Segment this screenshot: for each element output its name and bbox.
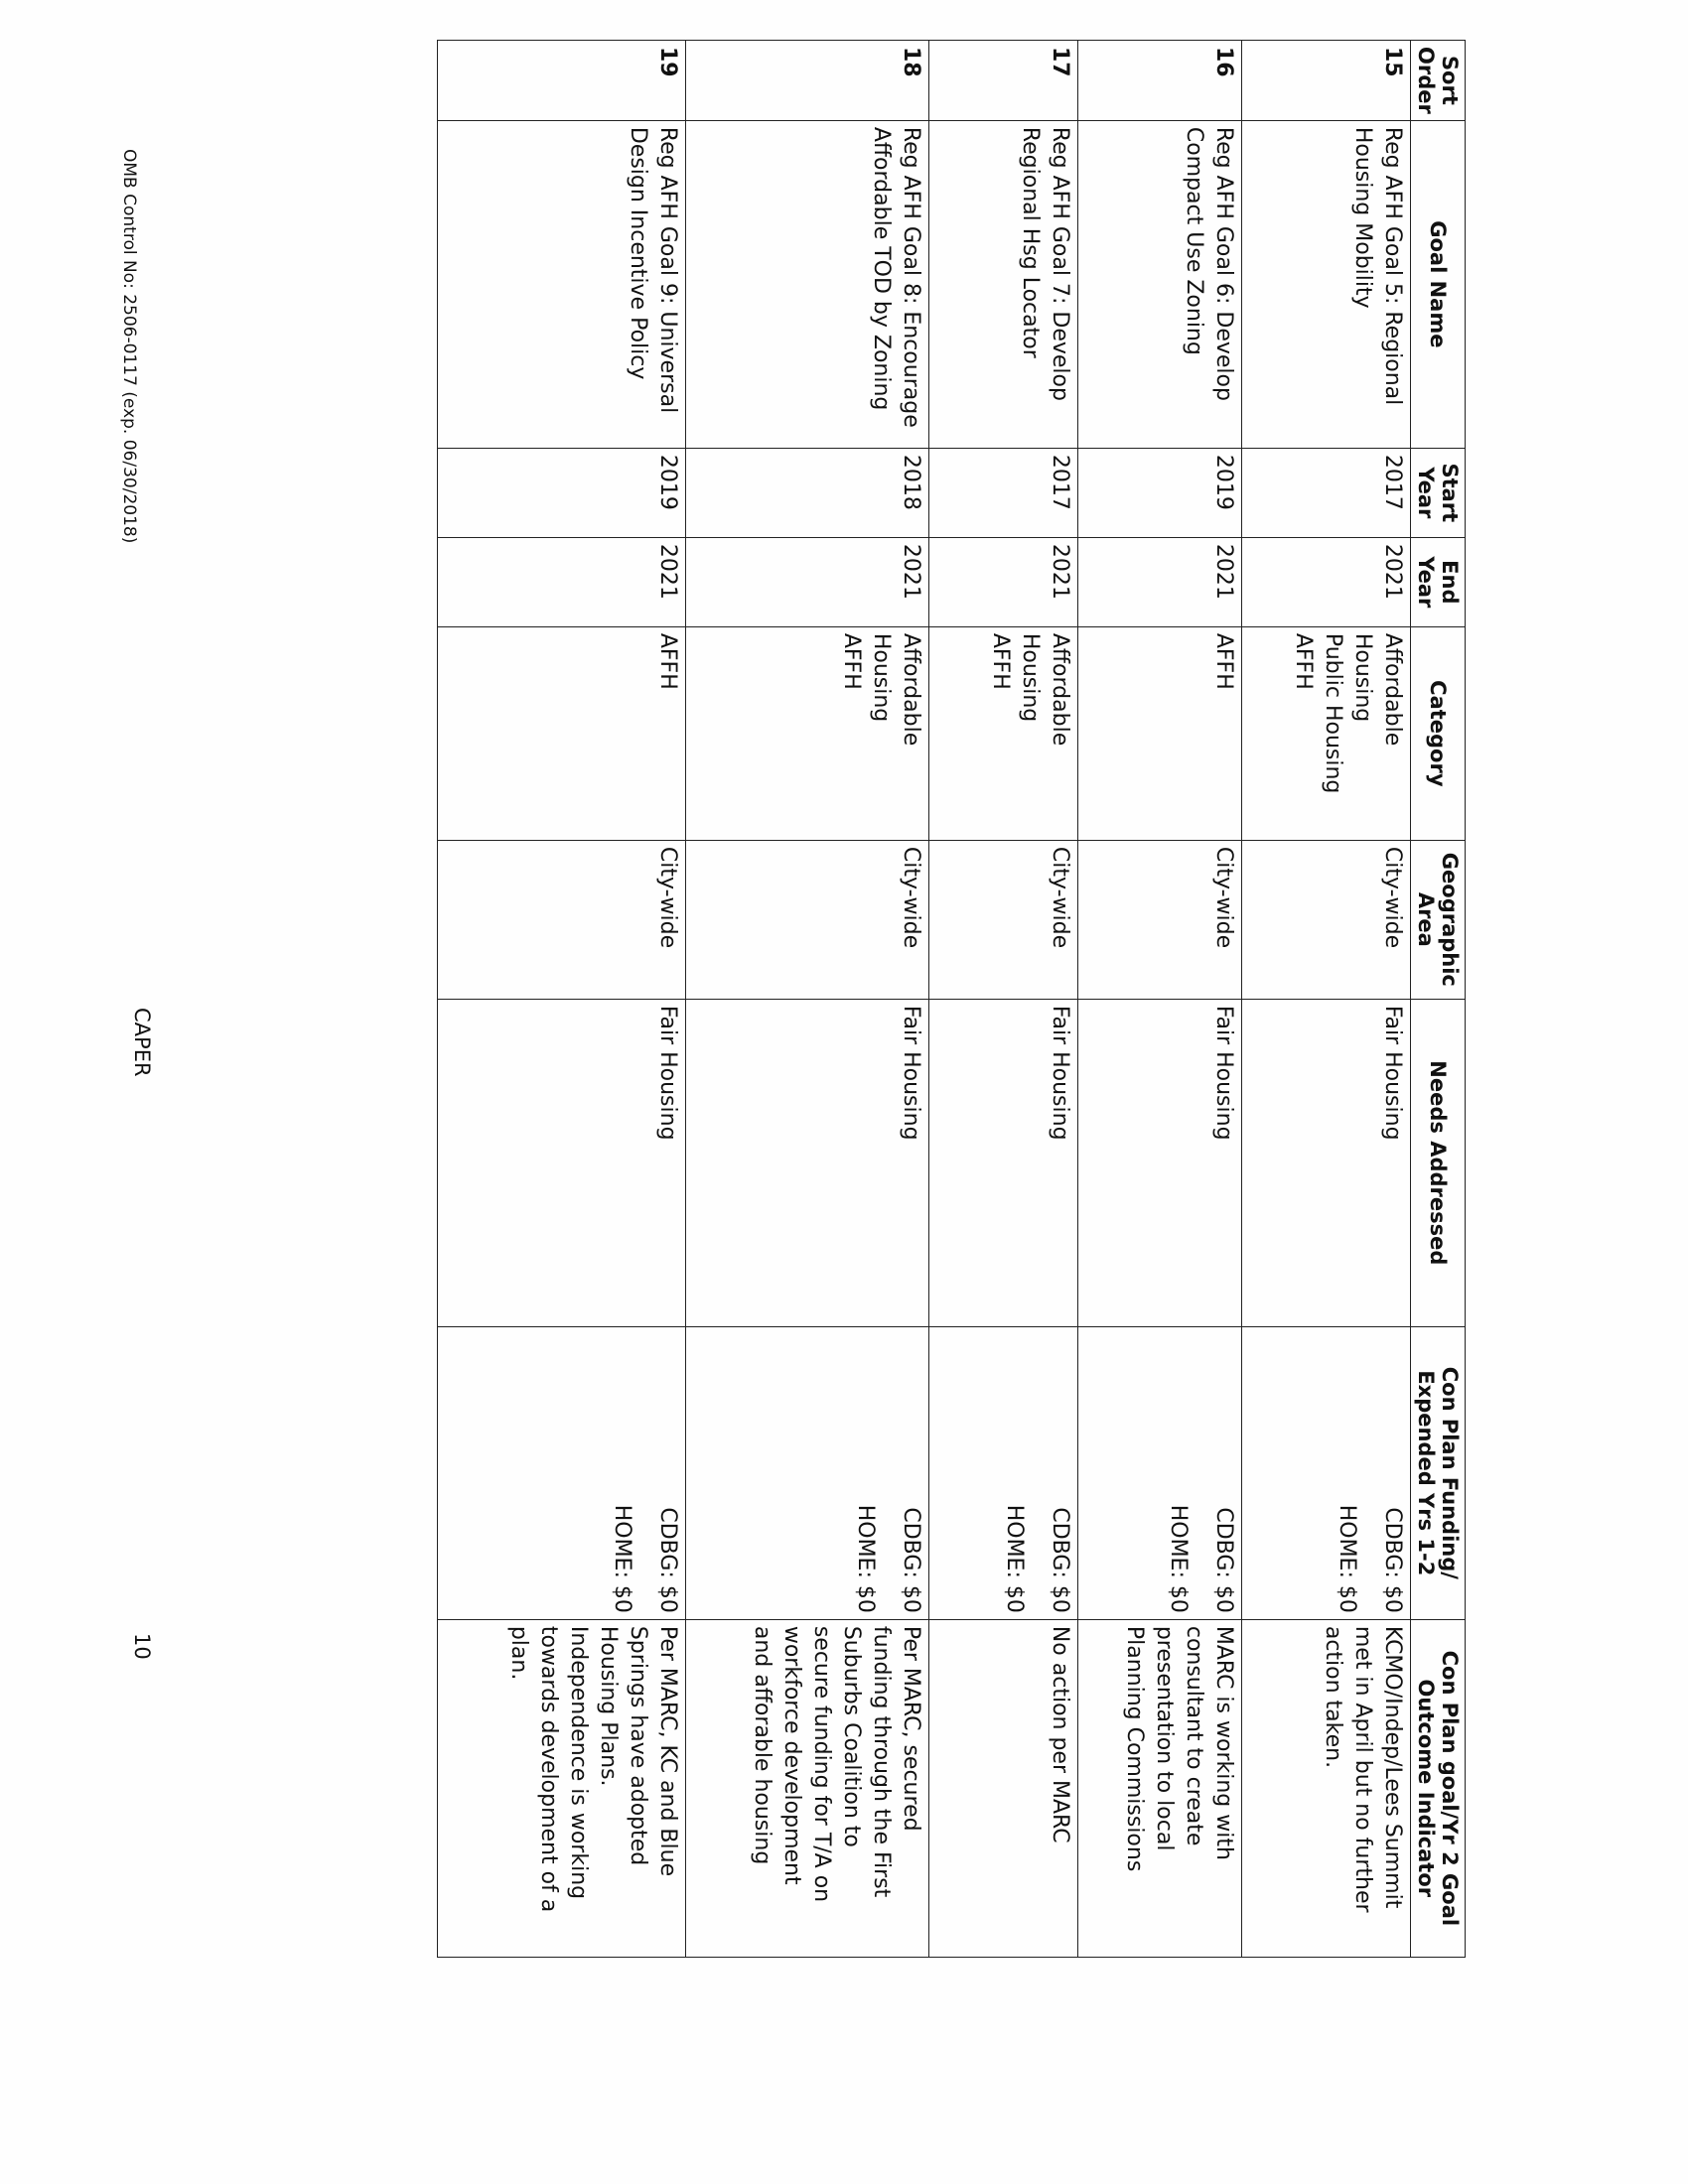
category-line: Housing — [868, 632, 894, 723]
category-line: Affordable — [1379, 632, 1405, 747]
outcome-line: funding through the First — [868, 1625, 894, 1898]
cell-funding — [685, 1326, 928, 1619]
table-row — [928, 41, 1077, 1958]
cell-geographic-area: City-wide — [928, 840, 1077, 999]
cell-end-year: 2021 — [1241, 537, 1410, 626]
category-line: AFFH — [987, 632, 1013, 690]
cell-geographic-area: City-wide — [685, 840, 928, 999]
cell-needs-addressed: Fair Housing — [437, 999, 685, 1326]
outcome-line: consultant to create — [1181, 1625, 1206, 1846]
outcome-line: Independence is working — [566, 1625, 591, 1900]
cell-start-year: 2019 — [1077, 448, 1241, 537]
funding-line: CDBG: $0 — [1379, 1507, 1405, 1613]
outcome-line: presentation to local — [1151, 1625, 1177, 1851]
table-header-row — [1410, 41, 1465, 1958]
cell-end-year: 2021 — [928, 537, 1077, 626]
header-end-year: End Year — [1410, 537, 1465, 626]
cell-sort-order: 15 — [1241, 41, 1410, 121]
category-line: AFFH — [1291, 632, 1316, 690]
outcome-line: workforce development — [779, 1625, 805, 1885]
category-line: Housing — [1017, 632, 1043, 723]
cell-needs-addressed: Fair Housing — [1077, 999, 1241, 1326]
footer-caper-label: CAPER — [130, 1008, 154, 1077]
table-row — [685, 41, 928, 1958]
outcome-line: Per MARC, secured — [898, 1625, 923, 1832]
funding-line: HOME: $0 — [1001, 1504, 1027, 1613]
cell-sort-order: 17 — [928, 41, 1077, 121]
funding-line: CDBG: $0 — [1047, 1507, 1072, 1613]
cell-outcome — [685, 1619, 928, 1957]
header-sort-order: Sort Order — [1410, 41, 1465, 121]
cell-end-year: 2021 — [437, 537, 685, 626]
page-number: 10 — [130, 1633, 154, 1660]
cell-goal-name: Reg AFH Goal 6: Develop Compact Use Zoning — [1077, 120, 1241, 448]
cell-category — [685, 626, 928, 840]
cell-funding — [1241, 1326, 1410, 1619]
cell-needs-addressed: Fair Housing — [928, 999, 1077, 1326]
cell-category — [1077, 626, 1241, 840]
cell-geographic-area: City-wide — [437, 840, 685, 999]
cell-category — [928, 626, 1077, 840]
outcome-line: plan. — [506, 1625, 532, 1681]
cell-funding — [1077, 1326, 1241, 1619]
cell-outcome — [928, 1619, 1077, 1957]
header-funding: Con Plan Funding/ Expended Yrs 1-2 — [1410, 1326, 1465, 1619]
cell-start-year: 2017 — [928, 448, 1077, 537]
cell-geographic-area: City-wide — [1077, 840, 1241, 999]
goals-table — [437, 40, 1466, 1958]
cell-start-year: 2017 — [1241, 448, 1410, 537]
funding-line: CDBG: $0 — [654, 1507, 680, 1613]
cell-outcome — [437, 1619, 685, 1957]
cell-funding — [928, 1326, 1077, 1619]
funding-line: HOME: $0 — [1165, 1504, 1191, 1613]
funding-line: HOME: $0 — [1334, 1504, 1359, 1613]
category-line: AFFH — [838, 632, 864, 690]
cell-geographic-area: City-wide — [1241, 840, 1410, 999]
cell-start-year: 2018 — [685, 448, 928, 537]
cell-sort-order: 19 — [437, 41, 685, 121]
header-needs-addressed: Needs Addressed — [1410, 999, 1465, 1326]
category-line: Affordable — [1047, 632, 1072, 747]
table-row — [437, 41, 685, 1958]
category-line: Housing — [1349, 632, 1375, 723]
cell-goal-name: Reg AFH Goal 9: Universal Design Incentive Policy — [437, 120, 685, 448]
outcome-line: KCMO/Indep/Lees Summit — [1379, 1625, 1405, 1909]
table-row — [1241, 41, 1410, 1958]
table-row — [1077, 41, 1241, 1958]
cell-outcome — [1077, 1619, 1241, 1957]
category-line: AFFH — [1210, 632, 1236, 690]
table-body — [437, 41, 1410, 1958]
funding-line: HOME: $0 — [852, 1504, 878, 1613]
funding-line: CDBG: $0 — [898, 1507, 923, 1613]
cell-start-year: 2019 — [437, 448, 685, 537]
cell-goal-name: Reg AFH Goal 8: Encourage Affordable TOD by Zoning — [685, 120, 928, 448]
outcome-line: Springs have adopted — [625, 1625, 650, 1866]
cell-category — [437, 626, 685, 840]
header-category: Category — [1410, 626, 1465, 840]
header-start-year: Start Year — [1410, 448, 1465, 537]
outcome-line: secure funding for T/A on — [809, 1625, 834, 1903]
outcome-line: Suburbs Coalition to — [838, 1625, 864, 1847]
header-outcome: Con Plan goal/Yr 2 Goal Outcome Indicator — [1410, 1619, 1465, 1957]
category-line: Affordable — [898, 632, 923, 747]
cell-funding — [437, 1326, 685, 1619]
category-line: AFFH — [654, 632, 680, 690]
outcome-line: towards development of a — [536, 1625, 562, 1913]
outcome-line: No action per MARC — [1047, 1625, 1072, 1843]
funding-line: CDBG: $0 — [1210, 1507, 1236, 1613]
outcome-line: and afforable housing — [750, 1625, 775, 1865]
outcome-line: MARC is working with — [1210, 1625, 1236, 1860]
header-goal-name: Goal Name — [1410, 120, 1465, 448]
cell-goal-name: Reg AFH Goal 7: Develop Regional Hsg Locator — [928, 120, 1077, 448]
outcome-line: met in April but no further — [1349, 1625, 1375, 1913]
cell-needs-addressed: Fair Housing — [1241, 999, 1410, 1326]
cell-outcome — [1241, 1619, 1410, 1957]
cell-goal-name: Reg AFH Goal 5: Regional Housing Mobility — [1241, 120, 1410, 448]
outcome-line: Housing Plans. — [595, 1625, 621, 1787]
cell-end-year: 2021 — [1077, 537, 1241, 626]
header-geographic-area: Geographic Area — [1410, 840, 1465, 999]
cell-end-year: 2021 — [685, 537, 928, 626]
cell-sort-order: 16 — [1077, 41, 1241, 121]
omb-control-number: OMB Control No: 2506-0117 (exp. 06/30/2018) — [119, 149, 139, 544]
category-line: Public Housing — [1320, 632, 1345, 794]
cell-needs-addressed: Fair Housing — [685, 999, 928, 1326]
outcome-line: action taken. — [1320, 1625, 1345, 1769]
cell-category — [1241, 626, 1410, 840]
funding-line: HOME: $0 — [609, 1504, 634, 1613]
outcome-line: Per MARC, KC and Blue — [654, 1625, 680, 1877]
outcome-line: Planning Commissions — [1122, 1625, 1147, 1872]
cell-sort-order: 18 — [685, 41, 928, 121]
